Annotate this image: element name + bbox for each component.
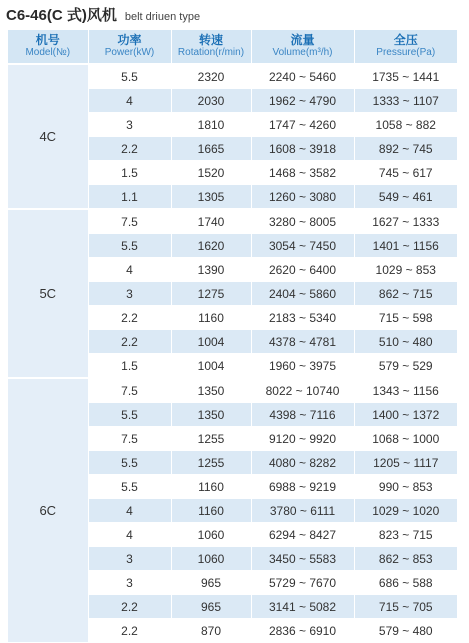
header-power-en: Power(kW) [104, 47, 155, 58]
power-cell: 2.2 [88, 306, 171, 330]
power-cell: 5.5 [88, 475, 171, 499]
volume-cell: 2620 ~ 6400 [251, 258, 354, 282]
power-cell: 3 [88, 282, 171, 306]
volume-cell: 6294 ~ 8427 [251, 523, 354, 547]
model-cell: 5C [8, 209, 88, 378]
power-cell: 3 [88, 113, 171, 137]
rotation-cell: 965 [171, 571, 251, 595]
power-cell: 5.5 [88, 64, 171, 89]
rotation-cell: 1305 [171, 185, 251, 210]
volume-cell: 1260 ~ 3080 [251, 185, 354, 210]
power-cell: 2.2 [88, 330, 171, 354]
power-cell: 4 [88, 258, 171, 282]
pressure-cell: 862 ~ 715 [354, 282, 457, 306]
header-pressure-en: Pressure(Pa) [376, 47, 436, 58]
pressure-cell: 1205 ~ 1117 [354, 451, 457, 475]
volume-cell: 3780 ~ 6111 [251, 499, 354, 523]
rotation-cell: 1350 [171, 378, 251, 403]
table-header [8, 30, 457, 64]
pressure-cell: 990 ~ 853 [354, 475, 457, 499]
volume-cell: 4378 ~ 4781 [251, 330, 354, 354]
rotation-cell: 965 [171, 595, 251, 619]
header-rotation [171, 30, 251, 64]
model-cell: 4C [8, 64, 88, 209]
rotation-cell: 1810 [171, 113, 251, 137]
page-subtitle: belt driuen type [124, 11, 201, 23]
power-cell: 4 [88, 89, 171, 113]
power-cell: 3 [88, 571, 171, 595]
power-cell: 1.1 [88, 185, 171, 210]
pressure-cell: 579 ~ 480 [354, 619, 457, 643]
power-cell: 3 [88, 547, 171, 571]
power-cell: 5.5 [88, 403, 171, 427]
pressure-cell: 1029 ~ 1020 [354, 499, 457, 523]
rotation-cell: 1160 [171, 499, 251, 523]
pressure-cell: 715 ~ 705 [354, 595, 457, 619]
header-model-cn: 机号 [35, 33, 60, 47]
volume-cell: 4398 ~ 7116 [251, 403, 354, 427]
volume-cell: 1960 ~ 3975 [251, 354, 354, 379]
table-body [8, 64, 457, 643]
pressure-cell: 549 ~ 461 [354, 185, 457, 210]
pressure-cell: 1627 ~ 1333 [354, 209, 457, 234]
volume-cell: 2404 ~ 5860 [251, 282, 354, 306]
table-row [8, 209, 457, 234]
rotation-cell: 1350 [171, 403, 251, 427]
volume-cell: 1962 ~ 4790 [251, 89, 354, 113]
rotation-cell: 1740 [171, 209, 251, 234]
power-cell: 7.5 [88, 209, 171, 234]
pressure-cell: 1401 ~ 1156 [354, 234, 457, 258]
rotation-cell: 1275 [171, 282, 251, 306]
rotation-cell: 1665 [171, 137, 251, 161]
volume-cell: 9120 ~ 9920 [251, 427, 354, 451]
rotation-cell: 2320 [171, 64, 251, 89]
title-row [6, 4, 200, 24]
power-cell: 7.5 [88, 427, 171, 451]
pressure-cell: 715 ~ 598 [354, 306, 457, 330]
header-model [8, 30, 88, 64]
power-cell: 1.5 [88, 354, 171, 379]
pressure-cell: 510 ~ 480 [354, 330, 457, 354]
volume-cell: 3054 ~ 7450 [251, 234, 354, 258]
rotation-cell: 1160 [171, 306, 251, 330]
rotation-cell: 1060 [171, 547, 251, 571]
rotation-cell: 1255 [171, 451, 251, 475]
volume-cell: 6988 ~ 9219 [251, 475, 354, 499]
power-cell: 2.2 [88, 137, 171, 161]
pressure-cell: 1735 ~ 1441 [354, 64, 457, 89]
pressure-cell: 745 ~ 617 [354, 161, 457, 185]
rotation-cell: 1520 [171, 161, 251, 185]
pressure-cell: 1029 ~ 853 [354, 258, 457, 282]
rotation-cell: 1060 [171, 523, 251, 547]
rotation-cell: 870 [171, 619, 251, 643]
power-cell: 1.5 [88, 161, 171, 185]
volume-cell: 3450 ~ 5583 [251, 547, 354, 571]
header-rotation-en: Rotation(r/min) [177, 47, 245, 58]
volume-cell: 1747 ~ 4260 [251, 113, 354, 137]
pressure-cell: 1333 ~ 1107 [354, 89, 457, 113]
volume-cell: 4080 ~ 8282 [251, 451, 354, 475]
model-cell: 6C [8, 378, 88, 643]
volume-cell: 3141 ~ 5082 [251, 595, 354, 619]
pressure-cell: 823 ~ 715 [354, 523, 457, 547]
power-cell: 2.2 [88, 595, 171, 619]
rotation-cell: 1160 [171, 475, 251, 499]
power-cell: 4 [88, 523, 171, 547]
rotation-cell: 1004 [171, 330, 251, 354]
volume-cell: 1608 ~ 3918 [251, 137, 354, 161]
header-volume-en: Volume(m³/h) [272, 47, 333, 58]
pressure-cell: 1343 ~ 1156 [354, 378, 457, 403]
header-model-en: Model(№) [25, 47, 71, 58]
rotation-cell: 1620 [171, 234, 251, 258]
header-volume [251, 30, 354, 64]
pressure-cell: 1058 ~ 882 [354, 113, 457, 137]
volume-cell: 3280 ~ 8005 [251, 209, 354, 234]
page-title: C6-46(C 式)风机 [6, 7, 117, 24]
volume-cell: 2836 ~ 6910 [251, 619, 354, 643]
power-cell: 4 [88, 499, 171, 523]
header-rotation-cn: 转速 [198, 33, 223, 47]
header-power [88, 30, 171, 64]
pressure-cell: 686 ~ 588 [354, 571, 457, 595]
power-cell: 2.2 [88, 619, 171, 643]
volume-cell: 5729 ~ 7670 [251, 571, 354, 595]
header-volume-cn: 流量 [290, 33, 315, 47]
volume-cell: 1468 ~ 3582 [251, 161, 354, 185]
pressure-cell: 862 ~ 853 [354, 547, 457, 571]
power-cell: 5.5 [88, 451, 171, 475]
header-pressure-cn: 全压 [393, 33, 418, 47]
rotation-cell: 1390 [171, 258, 251, 282]
table-row [8, 64, 457, 89]
pressure-cell: 892 ~ 745 [354, 137, 457, 161]
fan-spec-table [8, 30, 457, 643]
pressure-cell: 1400 ~ 1372 [354, 403, 457, 427]
power-cell: 5.5 [88, 234, 171, 258]
power-cell: 7.5 [88, 378, 171, 403]
rotation-cell: 1004 [171, 354, 251, 379]
header-power-cn: 功率 [117, 33, 142, 47]
rotation-cell: 2030 [171, 89, 251, 113]
volume-cell: 2240 ~ 5460 [251, 64, 354, 89]
pressure-cell: 579 ~ 529 [354, 354, 457, 379]
volume-cell: 8022 ~ 10740 [251, 378, 354, 403]
table-row [8, 378, 457, 403]
rotation-cell: 1255 [171, 427, 251, 451]
header-pressure [354, 30, 457, 64]
pressure-cell: 1068 ~ 1000 [354, 427, 457, 451]
volume-cell: 2183 ~ 5340 [251, 306, 354, 330]
